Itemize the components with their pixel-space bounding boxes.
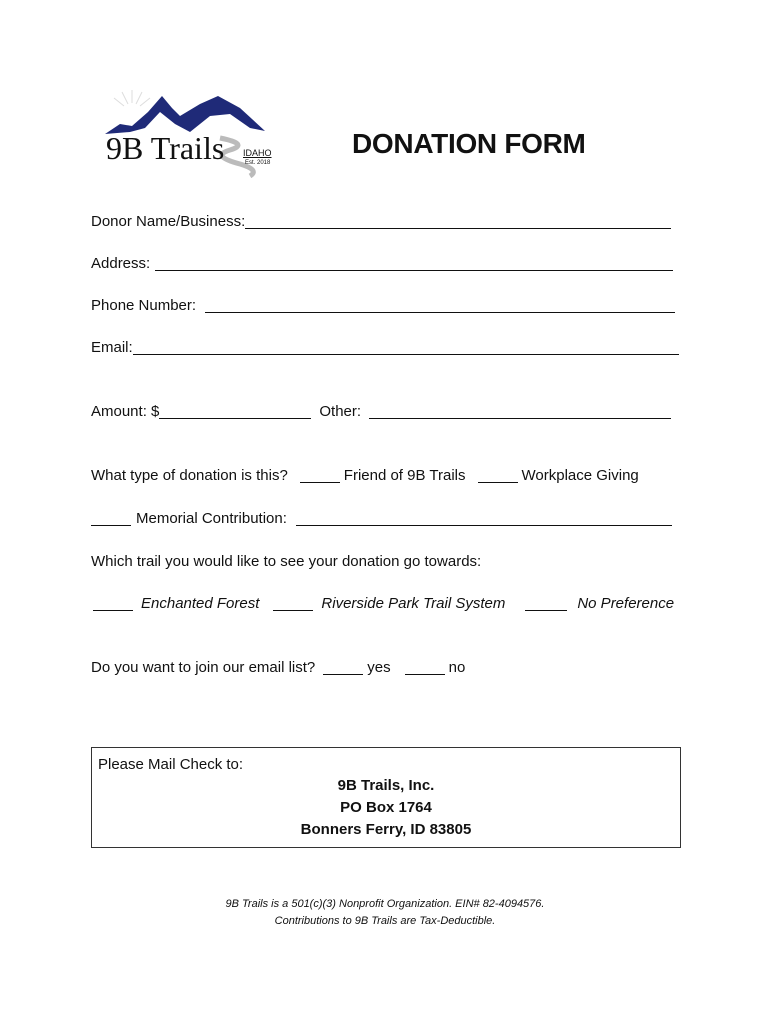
mail-po-box: PO Box 1764	[340, 799, 432, 816]
no-blank[interactable]	[405, 659, 445, 675]
amount-field[interactable]	[159, 403, 311, 419]
donation-type-row	[91, 466, 639, 486]
donor-row	[91, 212, 671, 232]
phone-field[interactable]	[205, 297, 675, 313]
logo-est: Est. 2018	[245, 160, 271, 166]
no-preference-blank[interactable]	[525, 595, 567, 611]
email-label: Email:	[91, 339, 133, 356]
mail-org: 9B Trails, Inc.	[337, 777, 435, 794]
donation-type-question: What type of donation is this?	[91, 467, 288, 484]
logo-text: 9B Trails	[106, 130, 225, 166]
mail-check-box	[91, 747, 681, 848]
friend-option: Friend of 9B Trails	[343, 467, 466, 484]
donor-field[interactable]	[245, 213, 671, 229]
memorial-option: Memorial Contribution:	[136, 510, 287, 527]
workplace-blank[interactable]	[478, 467, 518, 483]
footer-nonprofit: 9B Trails is a 501(c)(3) Nonprofit Organization. EIN# 82-4094576.	[225, 898, 545, 910]
footer-tax: Contributions to 9B Trails are Tax-Deductible.	[274, 915, 496, 927]
memorial-row	[91, 509, 672, 529]
friend-blank[interactable]	[300, 467, 340, 483]
address-field[interactable]	[155, 255, 673, 271]
workplace-option: Workplace Giving	[521, 467, 639, 484]
yes-blank[interactable]	[323, 659, 363, 675]
enchanted-blank[interactable]	[93, 595, 133, 611]
no-option: no	[448, 659, 466, 676]
email-field[interactable]	[133, 339, 679, 355]
yes-option: yes	[367, 659, 391, 676]
phone-row	[91, 296, 675, 316]
trail-question	[91, 552, 481, 572]
riverside-option: Riverside Park Trail System	[321, 595, 506, 612]
donor-label: Donor Name/Business:	[91, 213, 246, 230]
enchanted-option: Enchanted Forest	[141, 595, 260, 612]
email-list-row	[91, 658, 465, 678]
no-preference-option: No Preference	[577, 595, 675, 612]
address-label: Address:	[91, 255, 151, 272]
amount-label: Amount: $	[91, 403, 160, 420]
trail-options-row	[93, 594, 674, 614]
logo	[100, 86, 280, 178]
logo-state: IDAHO	[243, 148, 272, 158]
mail-label: Please Mail Check to:	[98, 756, 244, 773]
email-row	[91, 338, 679, 358]
mail-city: Bonners Ferry, ID 83805	[300, 821, 472, 838]
amount-row	[91, 402, 671, 422]
memorial-blank[interactable]	[91, 510, 131, 526]
address-row	[91, 254, 673, 274]
phone-label: Phone Number:	[91, 297, 197, 314]
memorial-field[interactable]	[296, 510, 672, 526]
other-field[interactable]	[369, 403, 671, 419]
other-label: Other:	[319, 403, 362, 420]
riverside-blank[interactable]	[273, 595, 313, 611]
trail-question-text: Which trail you would like to see your donation go towards:	[91, 553, 482, 570]
email-list-question: Do you want to join our email list?	[91, 659, 316, 676]
page-title: DONATION FORM	[352, 128, 586, 159]
